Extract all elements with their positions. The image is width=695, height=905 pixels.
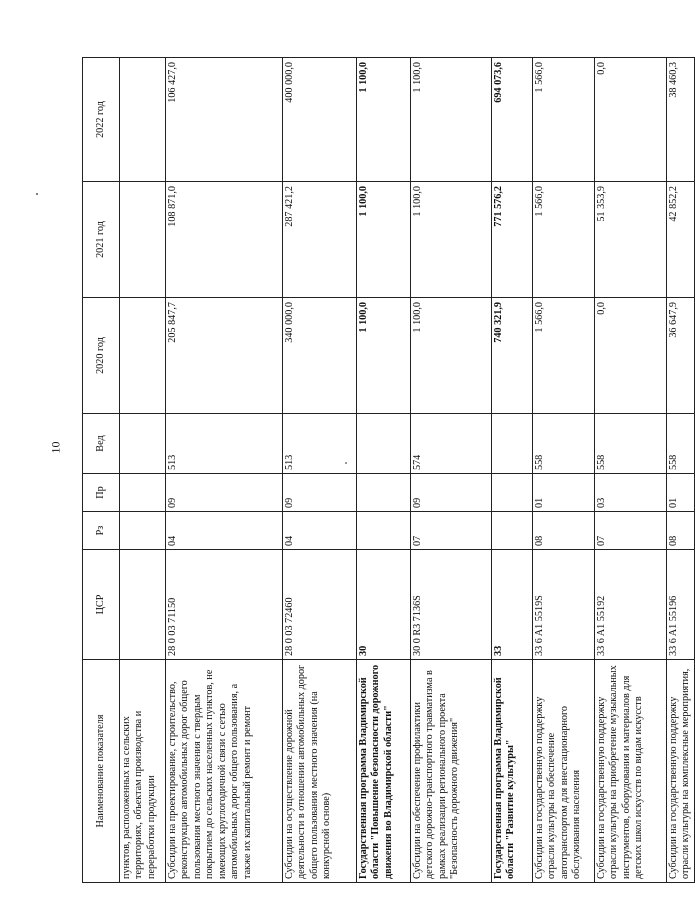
table-row <box>595 58 667 883</box>
cell-csr <box>120 550 166 660</box>
cell-rz: 04 <box>166 512 283 550</box>
cell-name: Государственная программа Владимирской области "Развитие культуры" <box>492 660 533 883</box>
cell-y2020: 1 100,0 <box>357 298 411 414</box>
cell-ved: 558 <box>667 414 695 474</box>
header-2020: 2020 год <box>83 298 120 414</box>
cell-csr: 30 0 R3 7136S <box>411 550 492 660</box>
cell-ved: 574 <box>411 414 492 474</box>
cell-y2020: 205 847,7 <box>166 298 283 414</box>
cell-pr: 01 <box>667 474 695 512</box>
header-2021: 2021 год <box>83 182 120 298</box>
scan-speck <box>36 193 38 195</box>
cell-y2022: 1 100,0 <box>411 58 492 182</box>
header-rz: Рз <box>83 512 120 550</box>
cell-csr: 33 <box>492 550 533 660</box>
cell-y2022: 0,0 <box>595 58 667 182</box>
cell-y2021: 42 852,2 <box>667 182 695 298</box>
cell-csr: 28 0 03 72460 <box>283 550 357 660</box>
header-2022: 2022 год <box>83 58 120 182</box>
cell-pr: 09 <box>283 474 357 512</box>
cell-y2021 <box>120 182 166 298</box>
cell-pr: 01 <box>533 474 595 512</box>
cell-csr: 28 0 03 71150 <box>166 550 283 660</box>
cell-y2020: 740 321,9 <box>492 298 533 414</box>
cell-name: Субсидии на проектирование, строительство, реконструкцию автомобильных дорог общего пользования местного значения с твердым покрытием до сельских населенных пунктов, не имеющих круглогодичной связи с сетью автомобильных дорог общего пользования, а также их капитальный ремонт и ремонт <box>166 660 283 883</box>
cell-name: Субсидии на государственную поддержку отрасли культуры на обеспечение автотранспортом для внестационарного обслуживания населения <box>533 660 595 883</box>
cell-y2020: 36 647,9 <box>667 298 695 414</box>
cell-ved: 513 <box>283 414 357 474</box>
cell-name: Субсидии на государственную поддержку отрасли культуры на комплексные мероприятия, <box>667 660 695 883</box>
cell-ved <box>357 414 411 474</box>
budget-table <box>82 57 695 883</box>
table-body <box>120 58 695 883</box>
cell-rz: 04 <box>283 512 357 550</box>
table-row <box>533 58 595 883</box>
cell-rz <box>492 512 533 550</box>
cell-csr: 33 6 A1 5519S <box>533 550 595 660</box>
cell-y2020: 1 100,0 <box>411 298 492 414</box>
cell-name: пунктов, расположенных на сельских территориях, объектам производства и переработки продукции <box>120 660 166 883</box>
header-name: Наименование показателя <box>83 660 120 883</box>
header-ved: Вед <box>83 414 120 474</box>
cell-y2022: 38 460,3 <box>667 58 695 182</box>
table-row <box>120 58 166 883</box>
cell-ved: 558 <box>533 414 595 474</box>
cell-y2021: 1 566,0 <box>533 182 595 298</box>
cell-rz: 07 <box>411 512 492 550</box>
cell-ved: 558 <box>595 414 667 474</box>
cell-name: Субсидии на осуществление дорожной деятельности в отношении автомобильных дорог общего пользования местного значения (на конкурсной основе) <box>283 660 357 883</box>
cell-ved <box>492 414 533 474</box>
cell-rz <box>357 512 411 550</box>
cell-y2021: 51 353,9 <box>595 182 667 298</box>
cell-pr <box>120 474 166 512</box>
cell-y2022: 694 073,6 <box>492 58 533 182</box>
table-header-row <box>83 58 120 883</box>
cell-ved <box>120 414 166 474</box>
cell-y2020: 1 566,0 <box>533 298 595 414</box>
cell-y2021: 287 421,2 <box>283 182 357 298</box>
cell-rz: 08 <box>667 512 695 550</box>
cell-csr: 33 6 A1 55196 <box>667 550 695 660</box>
cell-y2020: 0,0 <box>595 298 667 414</box>
cell-y2021: 1 100,0 <box>411 182 492 298</box>
cell-rz: 08 <box>533 512 595 550</box>
cell-pr <box>492 474 533 512</box>
cell-y2021: 108 871,0 <box>166 182 283 298</box>
cell-csr: 30 <box>357 550 411 660</box>
cell-rz: 07 <box>595 512 667 550</box>
cell-y2022: 1 100,0 <box>357 58 411 182</box>
table-row <box>411 58 492 883</box>
cell-y2022: 1 566,0 <box>533 58 595 182</box>
cell-pr: 03 <box>595 474 667 512</box>
cell-y2022: 400 000,0 <box>283 58 357 182</box>
cell-name: Субсидии на государственную поддержку отрасли культуры на приобретение музыкальных инструментов, оборудования и материалов для детских школ искусств по видам искусств <box>595 660 667 883</box>
rotated-table-container <box>82 58 692 883</box>
cell-ved: 513 <box>166 414 283 474</box>
cell-y2022 <box>120 58 166 182</box>
cell-y2020: 340 000,0 <box>283 298 357 414</box>
cell-y2020 <box>120 298 166 414</box>
table-row <box>283 58 357 883</box>
cell-name: Субсидии на обеспечение профилактики детского дорожно-транспортного травматизма в рамках реализации регионального проекта "Безопасность дорожного движения" <box>411 660 492 883</box>
table-row <box>667 58 695 883</box>
header-pr: Пр <box>83 474 120 512</box>
cell-pr <box>357 474 411 512</box>
cell-csr: 33 6 A1 55192 <box>595 550 667 660</box>
cell-pr: 09 <box>166 474 283 512</box>
cell-y2022: 106 427,0 <box>166 58 283 182</box>
cell-pr: 09 <box>411 474 492 512</box>
table-row <box>357 58 411 883</box>
page-number: 10 <box>48 441 63 454</box>
cell-y2021: 771 576,2 <box>492 182 533 298</box>
table-row <box>166 58 283 883</box>
cell-name: Государственная программа Владимирской области "Повышение безопасности дорожного движения во Владимирской области" <box>357 660 411 883</box>
cell-rz <box>120 512 166 550</box>
cell-y2021: 1 100,0 <box>357 182 411 298</box>
table-row <box>492 58 533 883</box>
header-csr: ЦСР <box>83 550 120 660</box>
